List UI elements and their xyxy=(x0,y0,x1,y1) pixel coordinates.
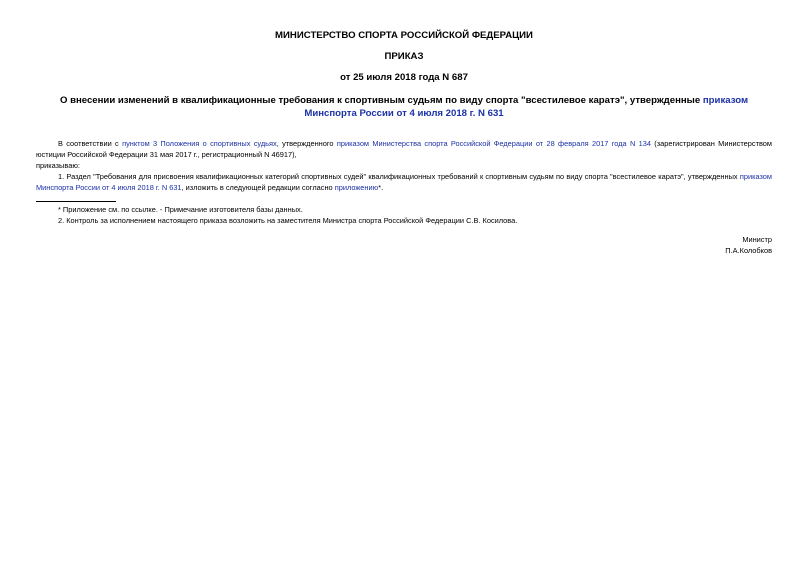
footnote-separator xyxy=(36,201,116,202)
regulation-clause-link[interactable]: пунктом 3 Положения о спортивных судьях xyxy=(122,139,277,148)
signature-position: Министр xyxy=(742,235,772,244)
document-kind: ПРИКАЗ xyxy=(384,51,424,62)
clause-1-paragraph xyxy=(36,171,772,193)
footnote: * Приложение см. по ссылке. - Примечание изготовителя базы данных. xyxy=(58,205,303,214)
ministry-heading: МИНИСТЕРСТВО СПОРТА РОССИЙСКОЙ ФЕДЕРАЦИИ xyxy=(275,30,533,41)
preamble-text-c: (зарегистрирован Министерством юстиции Российской Федерации 31 мая 2017 г., регистрационный N 46917), xyxy=(36,139,772,159)
preamble-paragraph xyxy=(36,138,772,160)
appendix-link[interactable]: приложению xyxy=(334,183,379,192)
title-order-link[interactable]: приказом Минспорта России от 4 июля 2018 г. N 631 xyxy=(304,95,749,119)
document-title-text: О внесении изменений в квалификационные требования к спортивным судьям по виду спорта "всестилевое каратэ", утвержденные xyxy=(59,95,703,106)
clause-1-text-c: *. xyxy=(378,183,384,192)
document-date-number: от 25 июля 2018 года N 687 xyxy=(340,72,468,83)
ministry-order-link[interactable]: приказом Министерства спорта Российской Федерации от 28 февраля 2017 года N 134 xyxy=(336,139,651,148)
clause-1-text-a: 1. Раздел "Требования для присвоения квалификационных категорий спортивных судей" квалификационных требований к спортивным судьям по виду спорта "всестилевое каратэ", утвержденных xyxy=(58,172,740,181)
signature-name: П.А.Колобков xyxy=(725,246,772,255)
order-word: приказываю: xyxy=(36,161,80,170)
clause-1-order-link[interactable]: приказом Минспорта России от 4 июля 2018 г. N 631 xyxy=(36,172,772,192)
document-page xyxy=(36,30,772,256)
clause-2-paragraph: 2. Контроль за исполнением настоящего приказа возложить на заместителя Министра спорта Российской Федерации С.В. Косилова. xyxy=(58,216,518,225)
document-title xyxy=(36,95,772,120)
clause-1-text-b: , изложить в следующей редакции согласно xyxy=(181,183,335,192)
preamble-text-a: В соответствии с xyxy=(58,139,123,148)
preamble-text-b: , утвержденного xyxy=(276,139,337,148)
